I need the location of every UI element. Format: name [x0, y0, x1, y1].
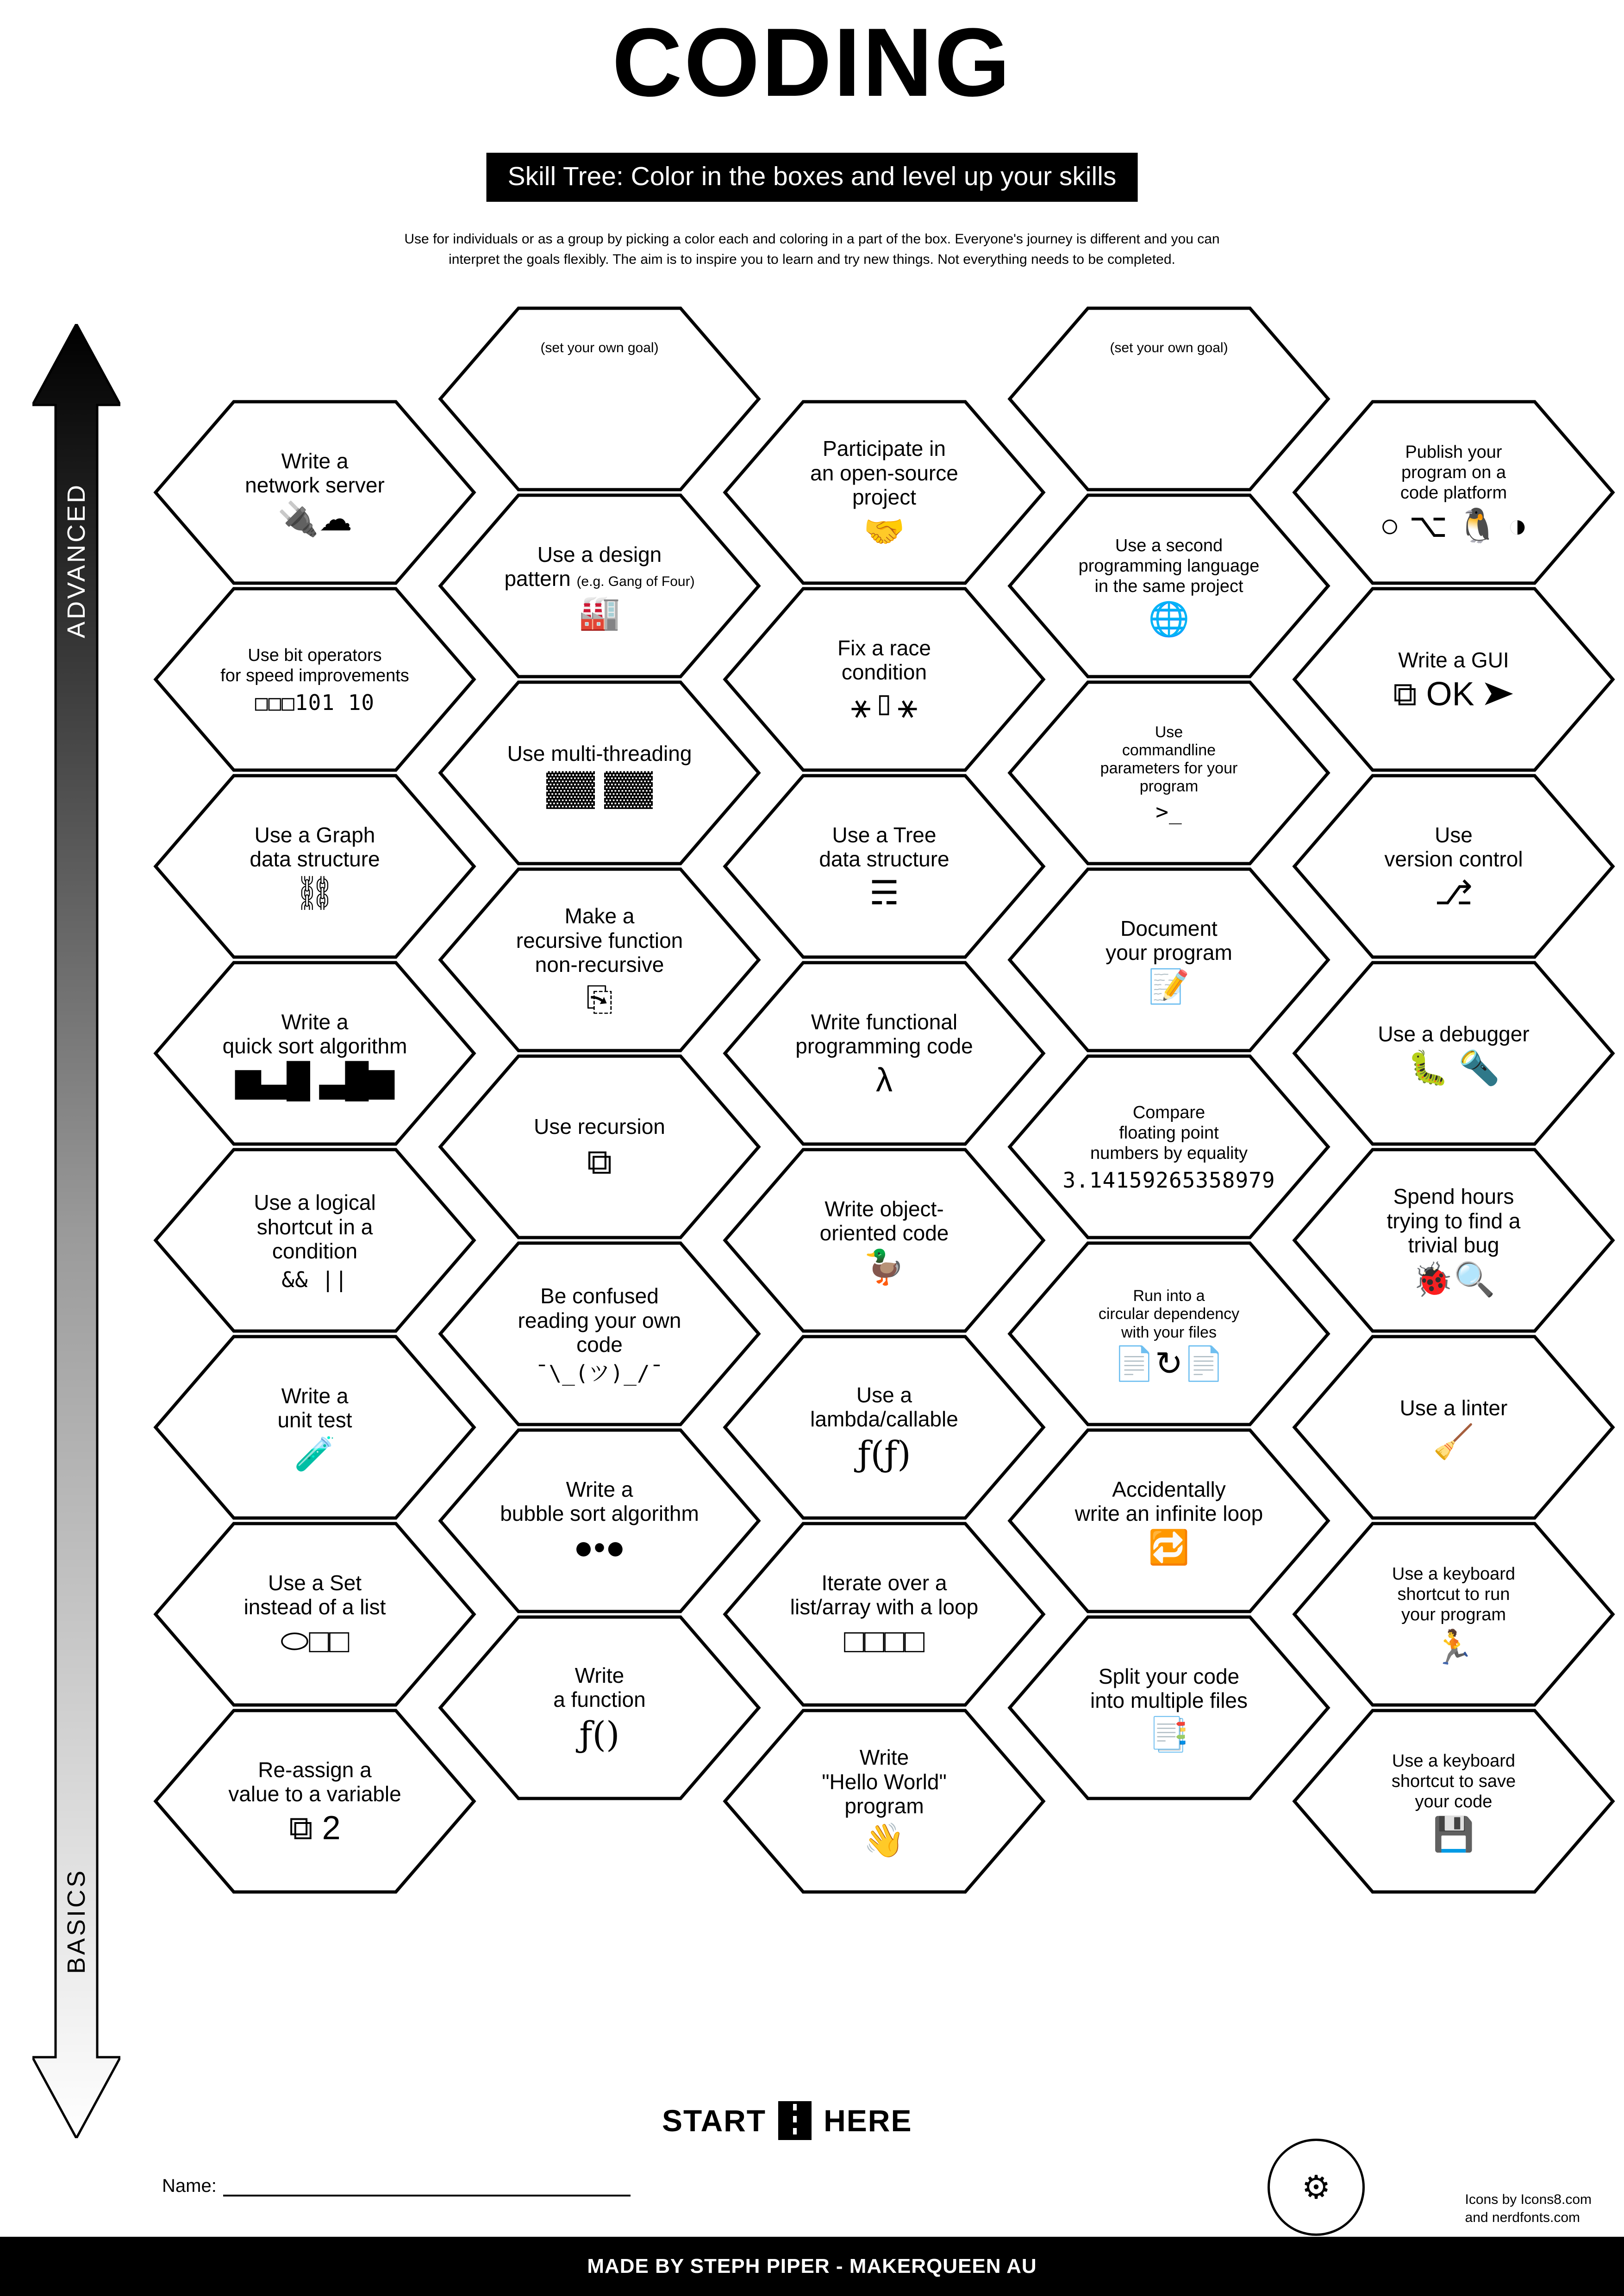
hex-label: Use recursion	[534, 1114, 665, 1139]
hex-content	[1007, 492, 1331, 679]
skill-hex-design-pattern[interactable]	[437, 492, 762, 679]
hex-label: Use a keyboard shortcut to run your program	[1392, 1564, 1516, 1624]
skill-hex-hello-world[interactable]	[722, 1708, 1046, 1895]
hex-label: Use a second programming language in the same project	[1078, 536, 1260, 596]
start-here-marker	[662, 2101, 912, 2140]
skill-hex-second-language[interactable]	[1007, 492, 1331, 679]
hex-content	[437, 492, 762, 679]
hex-icon: □□□□	[844, 1623, 924, 1660]
hex-icon: ○ ⌥ 🐧 ◑	[1380, 507, 1528, 544]
hex-content	[1007, 1614, 1331, 1801]
hex-label: Use a keyboard shortcut to save your code	[1391, 1751, 1516, 1811]
hex-label: Use a debugger	[1378, 1021, 1530, 1046]
footer-bar: MADE BY STEPH PIPER - MAKERQUEEN AU	[0, 2237, 1624, 2296]
skill-hex-iterate-loop[interactable]	[722, 1521, 1046, 1708]
hex-content	[1292, 773, 1616, 960]
hex-label: Write functional programming code	[795, 1009, 973, 1058]
skill-hex-document-program[interactable]	[1007, 866, 1331, 1053]
hex-icon: ⧉ OK ➤	[1393, 676, 1514, 713]
skill-hex-infinite-loop[interactable]	[1007, 1427, 1331, 1614]
hex-content	[1292, 1708, 1616, 1895]
hex-icon: 📄↻📄	[1113, 1345, 1224, 1382]
hex-icon: ⚹▯⚹	[850, 688, 918, 725]
hex-label: Publish your program on a code platform	[1400, 442, 1507, 503]
skill-hex-bit-operators[interactable]	[153, 586, 477, 773]
skill-hex-trivial-bug[interactable]	[1292, 1147, 1616, 1334]
hex-label: Use a Tree data structure	[819, 822, 949, 871]
hex-content	[1007, 866, 1331, 1053]
hex-label: Use a lambda/callable	[810, 1382, 958, 1431]
hex-content	[153, 1708, 477, 1895]
hex-label: (set your own goal)	[1110, 340, 1228, 355]
hex-label: Use version control	[1384, 822, 1523, 871]
hex-label: Use a logical shortcut in a condition	[254, 1190, 376, 1263]
hex-icon: >_	[1156, 799, 1182, 825]
start-label: START	[662, 2103, 767, 2138]
skill-hex-bubble-sort[interactable]	[437, 1427, 762, 1614]
hex-content	[153, 1334, 477, 1521]
skill-hex-goal-1[interactable]	[437, 305, 762, 492]
hex-content	[722, 586, 1046, 773]
skill-hex-tree-structure[interactable]	[722, 773, 1046, 960]
hex-icon: 🔌☁	[277, 501, 352, 538]
hex-label: Use bit operators for speed improvements	[220, 646, 409, 685]
page-title: CODING	[612, 8, 1012, 117]
hex-icon: ƒ(ƒ)	[857, 1433, 911, 1475]
hex-label: Participate in an open-source project	[810, 436, 958, 510]
skill-hex-oop-code[interactable]	[722, 1147, 1046, 1334]
hex-content	[437, 1427, 762, 1614]
hex-icon: ●•●	[573, 1529, 626, 1567]
hex-icon: ⧉	[587, 1141, 612, 1182]
hex-content	[153, 960, 477, 1147]
hex-content	[437, 1614, 762, 1801]
hex-content	[722, 773, 1046, 960]
axis-label-advanced: ADVANCED	[62, 482, 90, 639]
hex-content	[437, 1240, 762, 1427]
hex-icon: && ||	[281, 1267, 348, 1292]
skill-hex-use-set[interactable]	[153, 1521, 477, 1708]
hex-icon: 🧹	[1433, 1424, 1474, 1461]
hex-label: Accidentally write an infinite loop	[1074, 1477, 1263, 1525]
skill-hex-publish-platform[interactable]	[1292, 399, 1616, 586]
hex-icon: 🐞🔍	[1412, 1261, 1495, 1298]
hex-content	[722, 1708, 1046, 1895]
hex-icon: 🦆	[863, 1249, 905, 1286]
hex-label: Use a design pattern (e.g. Gang of Four)	[504, 542, 695, 591]
credits-line-1: Icons by Icons8.com	[1465, 2192, 1592, 2207]
skill-hex-graph-structure[interactable]	[153, 773, 477, 960]
hex-label: Write "Hello World" program	[822, 1745, 947, 1818]
hex-label: Write a quick sort algorithm	[222, 1009, 407, 1058]
skill-hex-multi-threading[interactable]	[437, 679, 762, 866]
hex-label: Use a linter	[1399, 1395, 1508, 1420]
intro-text: Use for individuals or as a group by picking a color each and coloring in a part of the box. Everyone's journey is different and you can interpret the goals flexibly. The aim is to inspire you to learn and try new things. Not everything needs to be completed.	[404, 231, 1220, 267]
hex-icon: 👋	[863, 1822, 905, 1859]
hex-content	[1292, 1147, 1616, 1334]
skill-hex-write-function[interactable]	[437, 1614, 762, 1801]
hex-label: Compare floating point numbers by equality	[1090, 1103, 1248, 1163]
hex-content	[437, 1053, 762, 1240]
skill-hex-logical-shortcut[interactable]	[153, 1147, 477, 1334]
hex-label: Use multi-threading	[507, 741, 692, 765]
skill-hex-open-source[interactable]	[722, 399, 1046, 586]
icon-credits	[1465, 2190, 1592, 2227]
hex-content	[1007, 305, 1331, 492]
name-input[interactable]	[223, 2175, 631, 2196]
hex-label: Write a GUI	[1398, 647, 1509, 672]
name-field-row	[162, 2175, 631, 2196]
hex-icon: ⛓	[294, 875, 336, 912]
hex-content	[1007, 1053, 1331, 1240]
maker-badge-icon: ⚙	[1268, 2139, 1365, 2236]
axis-label-basics: BASICS	[62, 1868, 90, 1974]
hex-icon: ⎇	[1434, 875, 1473, 912]
hex-label: Use a Graph data structure	[250, 822, 380, 871]
hex-label: Run into a circular dependency with your files	[1098, 1287, 1240, 1341]
hex-icon: ▆▃█ ▃█▆	[235, 1062, 394, 1099]
hex-content	[153, 586, 477, 773]
hex-icon: λ	[876, 1062, 893, 1099]
subtitle-banner: Skill Tree: Color in the boxes and level up your skills	[487, 153, 1138, 202]
hex-label: Write object- oriented code	[819, 1196, 949, 1245]
hex-content	[722, 1147, 1046, 1334]
hex-note: (e.g. Gang of Four)	[576, 574, 695, 589]
skill-hex-version-control[interactable]	[1292, 773, 1616, 960]
hex-icon: □□□101 10	[255, 690, 375, 715]
hex-icon: 📑	[1148, 1716, 1190, 1754]
hex-content	[1292, 1334, 1616, 1521]
skill-hex-confused-own-code[interactable]	[437, 1240, 762, 1427]
hex-label: Write a unit test	[277, 1383, 352, 1432]
hex-content	[1292, 1521, 1616, 1708]
skill-hex-goal-2[interactable]	[1007, 305, 1331, 492]
hex-label: Write a function	[553, 1663, 646, 1711]
hex-content	[153, 773, 477, 960]
hex-label: Spend hours trying to find a trivial bug	[1387, 1184, 1521, 1257]
hex-content	[1007, 1240, 1331, 1427]
hex-icon: ⧉ 2	[289, 1810, 341, 1847]
hex-icon: 🤝	[863, 513, 905, 550]
hex-icon: 📝	[1148, 968, 1190, 1006]
hex-content	[437, 305, 762, 492]
hex-label: Use a Set instead of a list	[244, 1570, 386, 1619]
hex-icon: 🧪	[294, 1436, 336, 1473]
hex-label: (set your own goal)	[540, 340, 659, 355]
hex-icon: ☴	[869, 875, 899, 912]
hex-icon: 🌐	[1148, 600, 1190, 638]
hex-content	[1292, 586, 1616, 773]
hex-label: Use commandline parameters for your program	[1100, 723, 1238, 796]
hex-icon: 🏭	[579, 594, 620, 632]
hex-icon: ⎘	[586, 980, 613, 1018]
hex-icon: ¯\_(ツ)_/¯	[535, 1360, 664, 1386]
hex-content	[153, 1147, 477, 1334]
hex-content	[722, 1334, 1046, 1521]
hex-label: Write a network server	[245, 448, 385, 497]
skill-hex-quick-sort[interactable]	[153, 960, 477, 1147]
hex-content	[1007, 679, 1331, 866]
hex-content	[1292, 399, 1616, 586]
difficulty-axis	[32, 324, 120, 2138]
skill-hex-network-server[interactable]	[153, 399, 477, 586]
hex-icon: 🔁	[1148, 1529, 1190, 1567]
skill-hex-keyboard-save[interactable]	[1292, 1708, 1616, 1895]
skill-hex-circular-dependency[interactable]	[1007, 1240, 1331, 1427]
hex-icon: ▓▓ ▓▓	[546, 769, 653, 807]
hex-icon: ⬭□□	[280, 1623, 350, 1660]
skill-hex-split-files[interactable]	[1007, 1614, 1331, 1801]
hex-content	[722, 960, 1046, 1147]
name-label: Name:	[162, 2176, 217, 2196]
skill-hex-functional-code[interactable]	[722, 960, 1046, 1147]
hex-label: Iterate over a list/array with a loop	[790, 1570, 979, 1619]
skill-hex-float-equality[interactable]	[1007, 1053, 1331, 1240]
hex-content	[722, 1521, 1046, 1708]
hex-content	[1292, 960, 1616, 1147]
skill-hex-use-recursion[interactable]	[437, 1053, 762, 1240]
hex-content	[1007, 1427, 1331, 1614]
skill-tree-grid	[153, 305, 1588, 2120]
skill-hex-use-linter[interactable]	[1292, 1334, 1616, 1521]
skill-hex-lambda-callable[interactable]	[722, 1334, 1046, 1521]
here-label: HERE	[824, 2103, 912, 2138]
hex-label: Fix a race condition	[837, 635, 931, 684]
skill-hex-write-gui[interactable]	[1292, 586, 1616, 773]
hex-icon: 💾	[1433, 1816, 1474, 1853]
hex-content	[437, 866, 762, 1053]
hex-label: Document your program	[1106, 916, 1232, 964]
hex-icon: 🐛 🔦	[1407, 1050, 1500, 1087]
hex-content	[153, 399, 477, 586]
skill-hex-race-condition[interactable]	[722, 586, 1046, 773]
skill-hex-commandline-params[interactable]	[1007, 679, 1331, 866]
hex-content	[722, 399, 1046, 586]
road-icon	[778, 2101, 812, 2140]
skill-hex-reassign-variable[interactable]	[153, 1708, 477, 1895]
skill-hex-unit-test[interactable]	[153, 1334, 477, 1521]
hex-icon: 🏃	[1433, 1629, 1474, 1666]
hex-content	[437, 679, 762, 866]
hex-content	[153, 1521, 477, 1708]
hex-icon: ƒ()	[579, 1714, 620, 1755]
hex-label: Re-assign a value to a variable	[228, 1757, 401, 1806]
hex-label: Split your code into multiple files	[1090, 1664, 1248, 1712]
hex-label: Make a recursive function non-recursive	[516, 904, 683, 977]
skill-hex-non-recursive[interactable]	[437, 866, 762, 1053]
hex-label: Be confused reading your own code	[518, 1284, 681, 1357]
skill-hex-use-debugger[interactable]	[1292, 960, 1616, 1147]
hex-icon: 3.14159265358979	[1062, 1167, 1275, 1193]
credits-line-2: and nerdfonts.com	[1465, 2210, 1580, 2225]
hex-label: Write a bubble sort algorithm	[500, 1477, 699, 1525]
skill-hex-keyboard-run[interactable]	[1292, 1521, 1616, 1708]
